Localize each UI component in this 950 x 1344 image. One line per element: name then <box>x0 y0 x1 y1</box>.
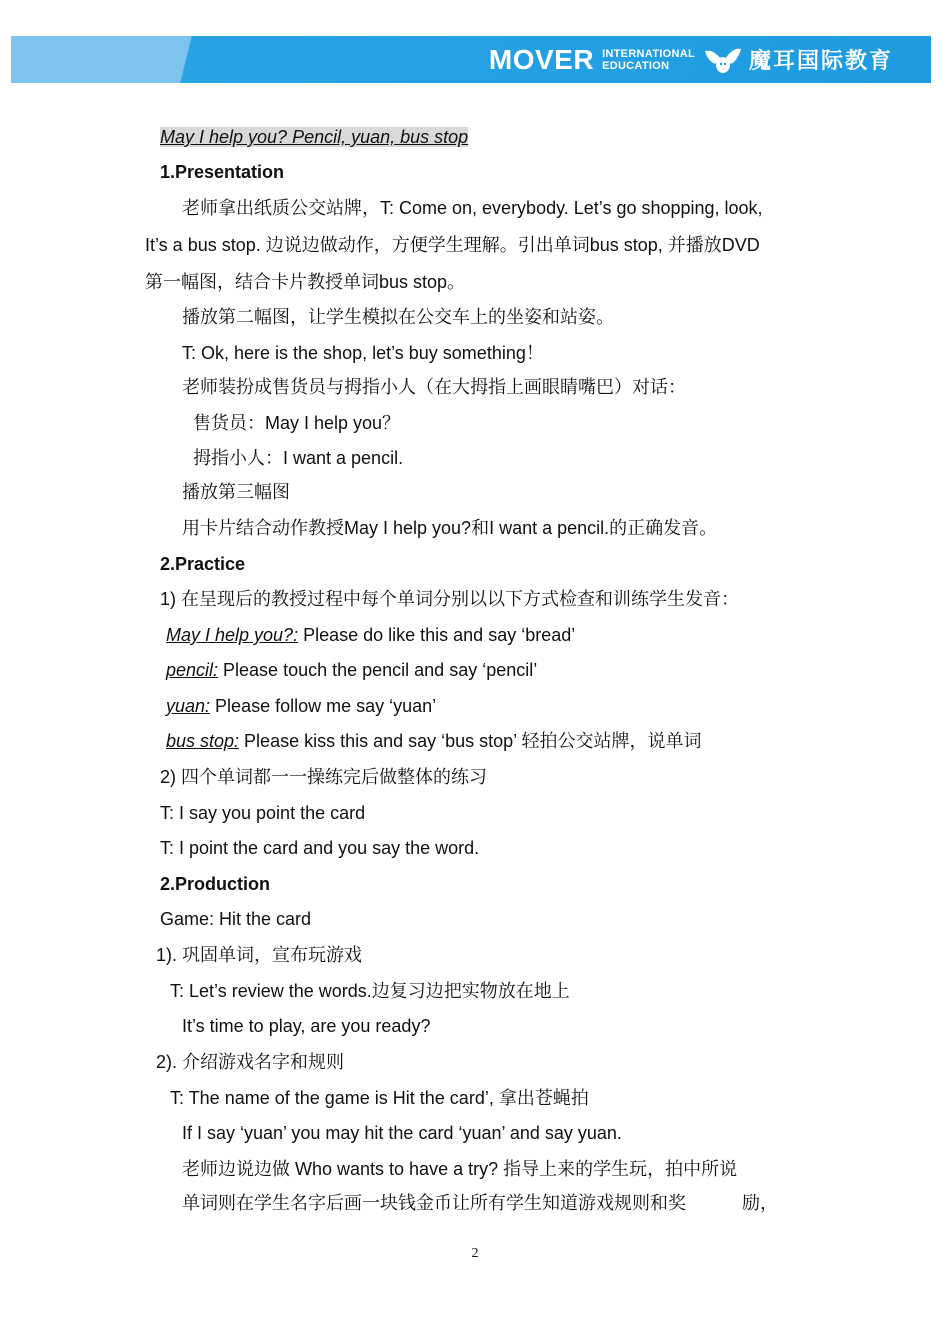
text-segment: T: Let’s review the words. <box>170 981 372 1001</box>
brand-subtitle-line-2: EDUCATION <box>602 59 670 72</box>
presentation-dialogue-intro: 老师装扮成售货员与拇指小人（在大拇指上画眼睛嘴巴）对话： <box>182 377 686 398</box>
practice-teacher-line-1: T: I say you point the card <box>160 803 366 823</box>
practice-heading: 2.Practice <box>160 554 246 574</box>
text-segment: May I help you? <box>344 518 472 538</box>
dialogue-line-thumb <box>193 446 403 471</box>
production-ready-line: It’s time to play, are you ready? <box>182 1016 431 1036</box>
text-segment: T: The name of the game is Hit the card’, <box>170 1088 499 1108</box>
page-number: 2 <box>471 1246 479 1261</box>
text-segment: 第一幅图，结合卡片教授单词 <box>145 272 379 293</box>
vocab-instruction: Please follow me say ‘yuan’ <box>210 696 437 716</box>
practice-teacher-line-2: T: I point the card and you say the word. <box>160 838 480 858</box>
lesson-title <box>160 125 468 149</box>
production-demo-line <box>182 1157 737 1182</box>
text-segment: 老师边说边做 <box>182 1159 290 1180</box>
text-segment: 和 <box>471 518 490 539</box>
speaker-label: 售货员： <box>193 413 265 434</box>
practice-step-1 <box>160 587 739 612</box>
vocab-term: bus stop: <box>166 731 240 751</box>
text-segment: 2). <box>156 1052 183 1072</box>
presentation-paragraph-line-3 <box>145 270 465 295</box>
practice-word-may-i-help-you <box>166 623 575 647</box>
lesson-title-text: May I help you? Pencil, yuan, bus stop <box>160 127 469 147</box>
text-segment: 巩固单词，宣布玩游戏 <box>182 945 363 966</box>
brand-subtitle-line-1: INTERNATIONAL <box>602 47 695 60</box>
text-segment: 。 <box>447 272 466 293</box>
text-segment: 单词则在学生名字后画一块钱金币让所有学生知道游戏规则和奖 <box>182 1193 686 1214</box>
text-segment: DVD <box>721 235 760 255</box>
text-segment: 1). <box>156 945 183 965</box>
vocab-instruction-cn: 轻拍公交站牌，说单词 <box>521 731 702 752</box>
text-segment: 励， <box>742 1193 778 1214</box>
dialogue-line-salesperson <box>193 411 400 436</box>
production-step-1 <box>156 943 362 968</box>
speech-text: May I help you？ <box>265 413 401 433</box>
production-game-title: Game: Hit the card <box>160 909 312 929</box>
text-segment: 指导上来的学生玩，拍中所说 <box>503 1159 738 1180</box>
production-reward-line <box>182 1192 778 1216</box>
production-step-2 <box>156 1050 344 1075</box>
text-segment: 四个单词都一一操练完后做整体的练习 <box>181 767 488 788</box>
presentation-pronunciation-line <box>182 516 717 541</box>
text-segment: 介绍游戏名字和规则 <box>182 1052 345 1073</box>
presentation-step-3: 播放第三幅图 <box>182 482 290 503</box>
text-segment: 在呈现后的教授过程中每个单词分别以以下方式检查和训练学生发音： <box>181 589 740 610</box>
vocab-instruction: Please touch the pencil and say ‘pencil’ <box>218 660 538 680</box>
production-rule-line: If I say ‘yuan’ you may hit the card ‘yuan’ and say yuan. <box>182 1123 622 1143</box>
text-segment: 边复习边把实物放在地上 <box>371 981 570 1002</box>
text-segment: T: Come on, everybody. Let’s go shopping, look, <box>380 198 763 218</box>
text-segment: It’s a bus stop. <box>145 235 266 255</box>
vocab-term: yuan: <box>166 696 211 716</box>
practice-word-pencil <box>166 658 537 682</box>
text-segment: 用卡片结合动作教授 <box>182 518 344 539</box>
text-segment: bus stop <box>379 272 448 292</box>
practice-step-2 <box>160 765 487 790</box>
vocab-term: pencil: <box>166 660 219 680</box>
production-game-name-line <box>170 1086 589 1111</box>
presentation-paragraph-line-2 <box>145 233 760 258</box>
text-segment: 2) <box>160 767 182 787</box>
text-segment: Who wants to have a try? <box>290 1159 504 1179</box>
presentation-teacher-line: T: Ok, here is the shop, let’s buy something！ <box>182 343 544 363</box>
text-segment: 拿出苍蝇拍 <box>498 1088 589 1109</box>
text-segment: 老师拿出纸质公交站牌， <box>182 198 380 219</box>
text-segment: 的正确发音。 <box>609 518 718 539</box>
vocab-term: May I help you?: <box>166 625 299 645</box>
presentation-step-2: 播放第二幅图，让学生模拟在公交车上的坐姿和站姿。 <box>182 307 614 328</box>
speaker-label: 拇指小人： <box>193 448 283 469</box>
text-segment: 1) <box>160 589 182 609</box>
production-review-line <box>170 979 570 1004</box>
text-segment: I want a pencil. <box>489 518 610 538</box>
text-segment: bus stop, <box>589 235 668 255</box>
production-heading: 2.Production <box>160 874 271 894</box>
practice-word-yuan <box>166 694 436 718</box>
vocab-instruction: Please do like this and say ‘bread’ <box>298 625 576 645</box>
text-segment: 并播放 <box>667 235 722 256</box>
brand-name: MOVER <box>488 43 595 75</box>
text-segment: 边说边做动作，方便学生理解。引出单词 <box>265 235 590 256</box>
brand-chinese-name: 魔耳国际教育 <box>748 49 893 74</box>
practice-word-bus-stop <box>166 729 702 754</box>
presentation-heading: 1.Presentation <box>160 162 285 182</box>
vocab-instruction: Please kiss this and say ‘bus stop’ <box>239 731 522 751</box>
presentation-paragraph-line-1 <box>182 196 763 221</box>
speech-text: I want a pencil. <box>283 448 404 468</box>
